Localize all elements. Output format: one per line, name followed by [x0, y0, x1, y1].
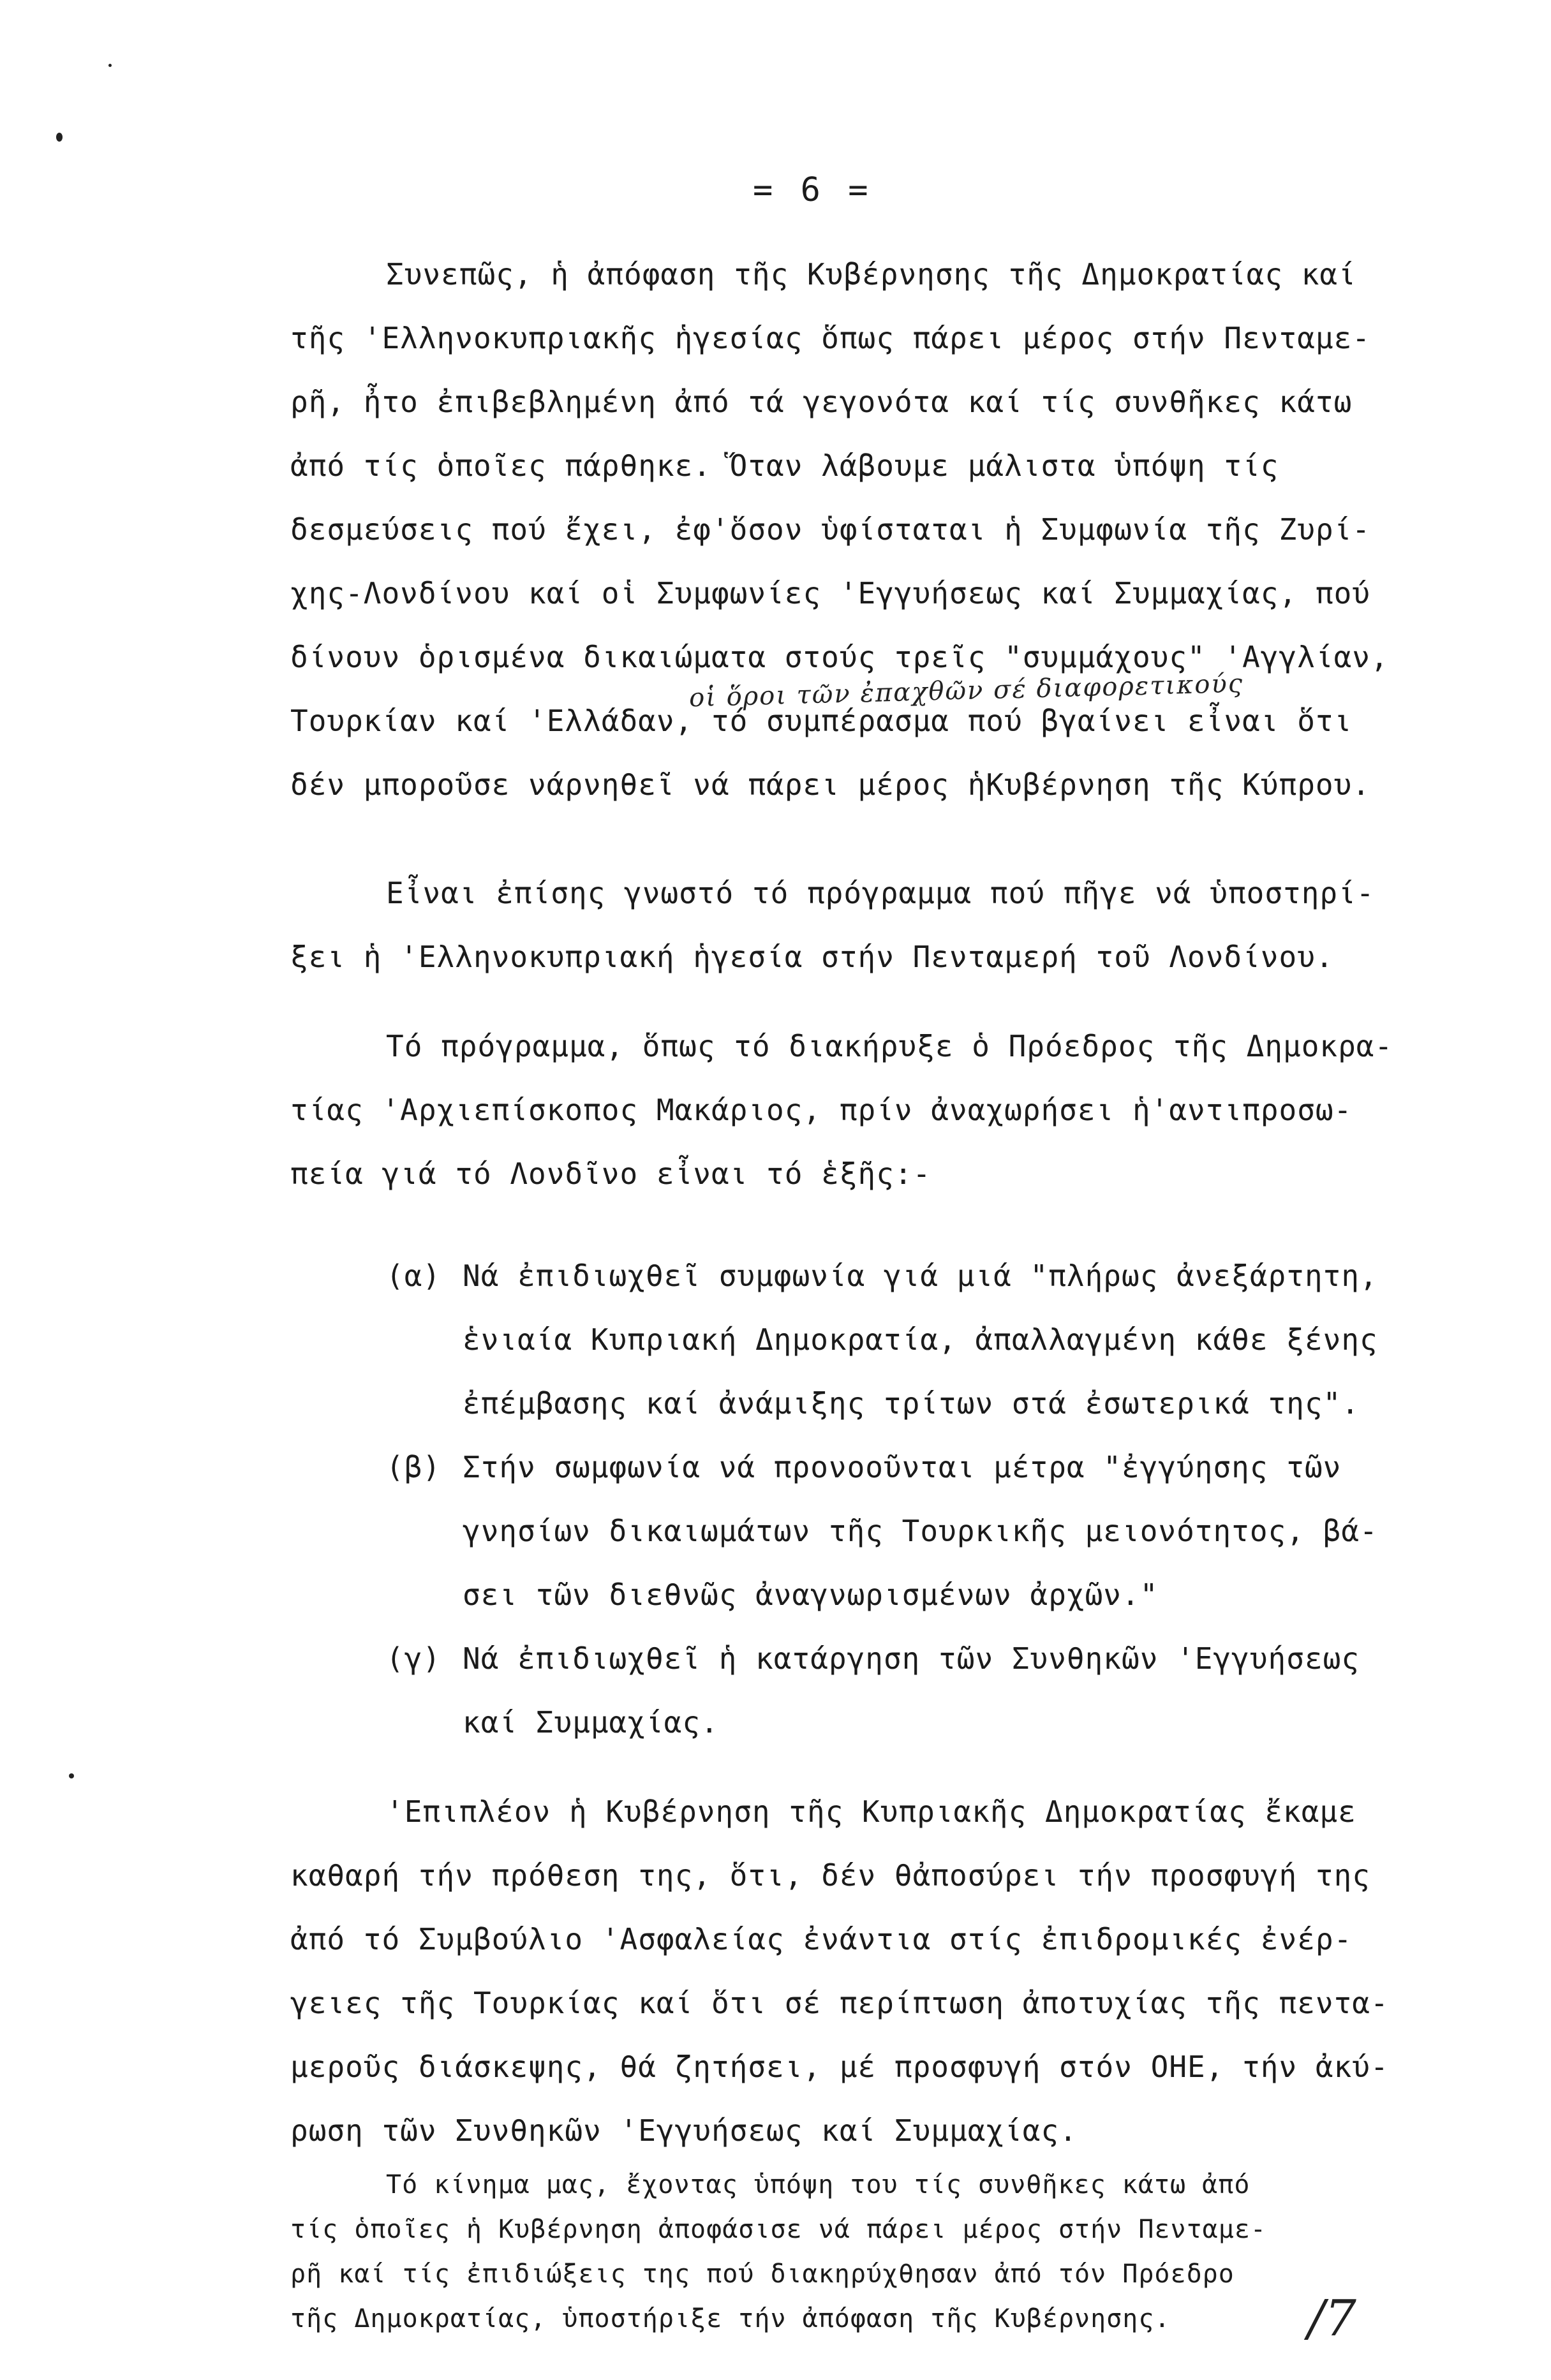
text-line: Νά ἐπιδιωχθεῖ συμφωνία γιά μιά "πλήρως ἀνεξάρτητη,	[463, 1259, 1378, 1293]
text-line: σει τῶν διεθνῶς ἀναγνωρισμένων ἀρχῶν."	[463, 1578, 1159, 1612]
scan-speck	[108, 64, 112, 67]
text-line: Συνεπῶς, ἡ ἀπόφαση τῆς Κυβέρνησης τῆς Δημοκρατίας καί	[386, 257, 1356, 292]
text-line: μεροῦς διάσκεψης, θά ζητήσει, μέ προσφυγή στόν ΟΗΕ, τήν ἀκύ-	[290, 2050, 1389, 2084]
text-line: δεσμεύσεις πού ἔχει, ἐφ'ὅσον ὑφίσταται ἡ Συμφωνία τῆς Ζυρί-	[290, 512, 1370, 547]
text-line: τίας 'Αρχιεπίσκοπος Μακάριος, πρίν ἀναχωρήσει ἡ'αντιπροσω-	[290, 1093, 1353, 1127]
list-item-label: (β)	[386, 1450, 442, 1484]
text-line: Τό πρόγραμμα, ὅπως τό διακήρυξε ὁ Πρόεδρος τῆς Δημοκρα-	[386, 1029, 1393, 1063]
text-line: Τό κίνημα μας, ἔχοντας ὑπόψη του τίς συνθῆκες κάτω ἀπό	[386, 2170, 1250, 2199]
page-number: = 6 =	[753, 171, 872, 209]
scan-speck	[56, 133, 63, 142]
scan-speck	[69, 1773, 74, 1778]
text-line: ἑνιαία Κυπριακή Δημοκρατία, ἀπαλλαγμένη κάθε ξένης	[463, 1322, 1378, 1357]
text-line: Νά ἐπιδιωχθεῖ ἡ κατάργηση τῶν Συνθηκῶν 'Εγγυήσεως	[463, 1641, 1360, 1676]
text-line: Τουρκίαν καί 'Ελλάδαν, τό συμπέρασμα πού βγαίνει εἶναι ὅτι	[290, 704, 1353, 738]
handwritten-note: οἱ ὅροι τῶν ἐπαχθῶν σέ διαφορετικούς	[688, 669, 1244, 713]
text-line: πεία γιά τό Λονδῖνο εἶναι τό ἑξῆς:-	[290, 1157, 931, 1191]
text-line: ξει ἡ 'Ελληνοκυπριακή ἡγεσία στήν Πενταμερή τοῦ Λονδίνου.	[290, 940, 1334, 974]
text-line: Στήν σωμφωνία νά προνοοῦνται μέτρα "ἐγγύησης τῶν	[463, 1450, 1342, 1484]
text-line: Εἶναι ἐπίσης γνωστό τό πρόγραμμα πού πῆγε νά ὑποστηρί-	[386, 876, 1375, 910]
text-line: καθαρή τήν πρόθεση της, ὅτι, δέν θἀποσύρει τήν προσφυγή της	[290, 1858, 1370, 1893]
list-item-label: (γ)	[386, 1641, 442, 1676]
text-line: ρωση τῶν Συνθηκῶν 'Εγγυήσεως καί Συμμαχίας.	[290, 2113, 1078, 2148]
next-page-mark: /7	[1308, 2290, 1356, 2347]
text-line: καί Συμμαχίας.	[463, 1705, 719, 1740]
text-line: ἐπέμβασης καί ἀνάμιξης τρίτων στά ἐσωτερικά της".	[463, 1386, 1360, 1421]
text-line: δίνουν ὁρισμένα δικαιώματα στούς τρεῖς "συμμάχους" 'Αγγλίαν,	[290, 640, 1389, 674]
text-line: χης-Λονδίνου καί οἱ Συμφωνίες 'Εγγυήσεως καί Συμμαχίας, πού	[290, 576, 1370, 610]
text-line: ἀπό τίς ὁποῖες πάρθηκε. Ὅταν λάβουμε μάλιστα ὑπόψη τίς	[290, 448, 1279, 483]
text-line: ρῆ, ἦτο ἐπιβεβλημένη ἀπό τά γεγονότα καί τίς συνθῆκες κάτω	[290, 385, 1353, 419]
text-line: δέν μποροῦσε νάρνηθεῖ νά πάρει μέρος ἡΚυβέρνηση τῆς Κύπρου.	[290, 767, 1370, 802]
text-line: ἀπό τό Συμβούλιο 'Ασφαλείας ἐνάντια στίς ἐπιδρομικές ἐνέρ-	[290, 1922, 1353, 1956]
list-item-label: (α)	[386, 1259, 442, 1293]
text-line: τῆς Δημοκρατίας, ὑποστήριξε τήν ἀπόφαση τῆς Κυβέρνησης.	[290, 2304, 1171, 2333]
text-line: 'Επιπλέον ἡ Κυβέρνηση τῆς Κυπριακῆς Δημοκρατίας ἔκαμε	[386, 1794, 1356, 1829]
text-line: γνησίων δικαιωμάτων τῆς Τουρκικῆς μειονότητος, βά-	[463, 1514, 1378, 1548]
text-line: τίς ὁποῖες ἡ Κυβέρνηση ἀποφάσισε νά πάρει μέρος στήν Πενταμε-	[290, 2215, 1267, 2244]
text-line: γειες τῆς Τουρκίας καί ὅτι σέ περίπτωση ἀποτυχίας τῆς πεντα-	[290, 1986, 1389, 2020]
text-line: τῆς 'Ελληνοκυπριακῆς ἡγεσίας ὅπως πάρει μέρος στήν Πενταμε-	[290, 321, 1370, 355]
text-line: ρῆ καί τίς ἐπιδιώξεις της πού διακηρύχθησαν ἀπό τόν Πρόεδρο	[290, 2259, 1235, 2289]
